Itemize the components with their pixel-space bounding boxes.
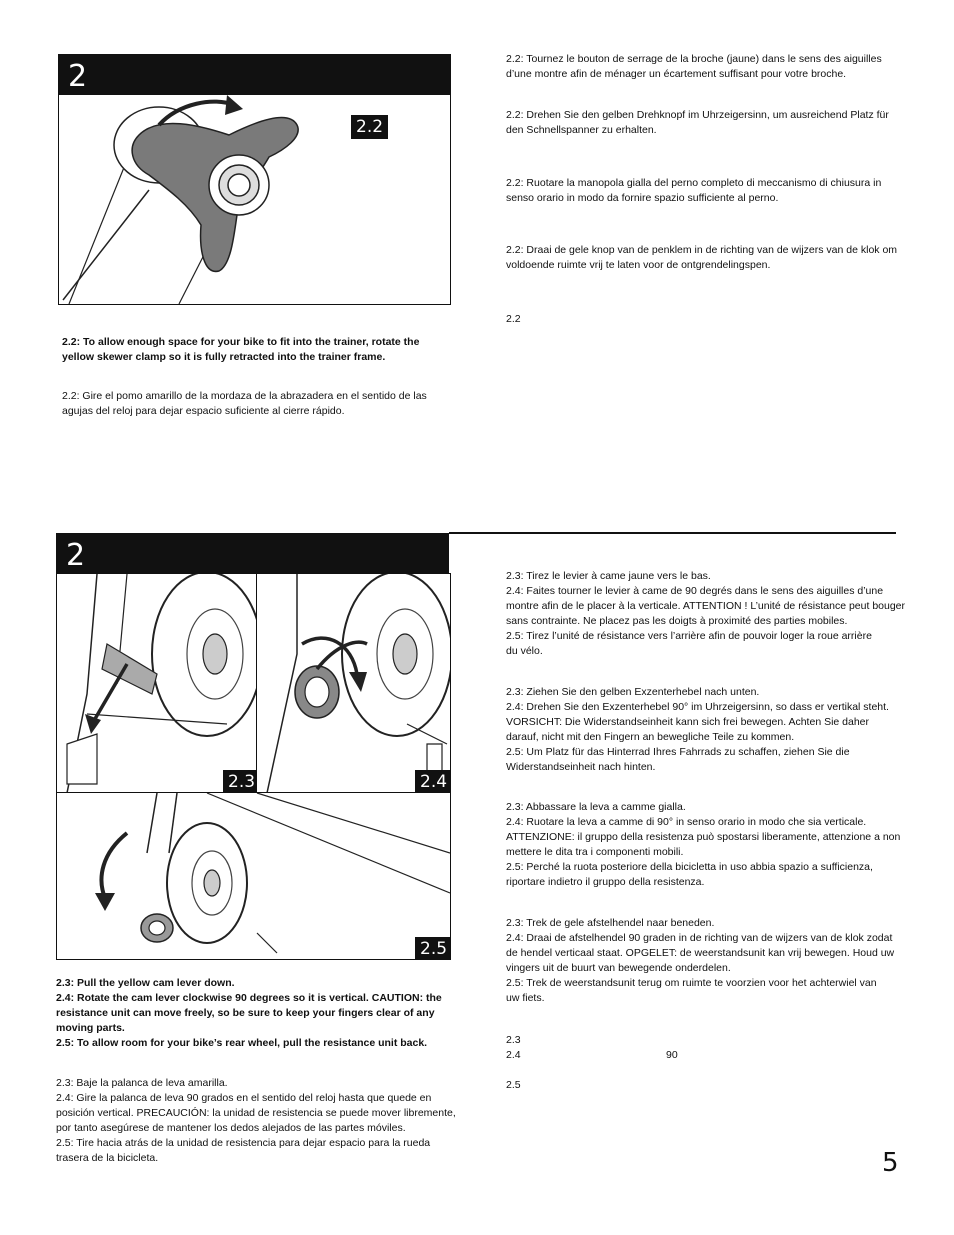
figure-tag-2-5: 2.5	[415, 937, 451, 960]
figure-2-2	[58, 94, 451, 305]
instructions-fr-2-2	[506, 52, 906, 82]
text-line: trasera de la bicicleta.	[56, 1152, 159, 1164]
text-line: sans contrainte. Ne placez pas les doigts à proximité des parties mobiles.	[506, 615, 848, 627]
text-line: moving parts.	[56, 1022, 125, 1034]
text-line: 2.5: Trek de weerstandsunit terug om ruimte te voorzien voor het achterwiel van	[506, 977, 877, 989]
instructions-extra-2-3: 2.3 2.4 90 2.5	[506, 1034, 678, 1091]
page-number: 5	[882, 1148, 899, 1178]
text-line: 2.4: Draai de afstelhendel 90 graden in de richting van de wijzers van de klok zodat	[506, 932, 893, 944]
text-line: 2.2: Gire el pomo amarillo de la mordaza de la abrazadera en el sentido de las	[62, 390, 427, 402]
text-line: 2.5: Tirez l’unité de résistance vers l’arrière afin de pouvoir loger la roue arrière	[506, 630, 872, 642]
text-line: riportare indietro il gruppo della resistenza.	[506, 876, 705, 888]
text-line: 2.2: Draai de gele knop van de penklem in de richting van de wijzers van de klok om	[506, 244, 898, 256]
text-line: 2.3: Ziehen Sie den gelben Exzenterhebel nach unten.	[506, 686, 760, 698]
text-line: 2.3: Baje la palanca de leva amarilla.	[56, 1077, 228, 1089]
instructions-es-2-2	[62, 389, 447, 419]
text-line: resistance unit can move freely, so be sure to keep your fingers clear of any	[56, 1007, 435, 1019]
text-line: yellow skewer clamp so it is fully retracted into the trainer frame.	[62, 351, 386, 363]
text-line: 2.3: Trek de gele afstelhendel naar beneden.	[506, 917, 715, 929]
text-line: den Schnellspanner zu erhalten.	[506, 124, 657, 136]
text-line: vingers uit de buurt van bewegende onderdelen.	[506, 962, 731, 974]
text-line: por tanto asegúrese de mantener los dedos alejados de las partes móviles.	[56, 1122, 406, 1134]
text-line: d’une montre afin de ménager un écartement suffisant pour votre broche.	[506, 68, 847, 80]
figure-2-5	[56, 792, 451, 960]
resistance-unit-back-illustration	[57, 793, 450, 959]
section-header-1	[58, 54, 451, 94]
text-line: montre afin de le placer à la verticale. ATTENTION ! L’unité de résistance peut bouger	[506, 600, 906, 612]
text-line: 2.2: Drehen Sie den gelben Drehknopf im Uhrzeigersinn, um ausreichend Platz für	[506, 109, 889, 121]
text-line: senso orario in modo da fornire spazio sufficiente al perno.	[506, 192, 779, 204]
instructions-en-2-2	[62, 335, 447, 365]
cam-lever-down-illustration	[57, 574, 256, 793]
text-line: 2.4: Gire la palanca de leva 90 grados en el sentido del reloj hasta que quede en	[56, 1092, 432, 1104]
figure-tag-2-3: 2.3	[223, 770, 257, 794]
text-line: 2.4: Rotate the cam lever clockwise 90 degrees so it is vertical. CAUTION: the	[56, 992, 442, 1004]
text-line: posición vertical. PRECAUCIÓN: la unidad de resistencia se puede mover libremente,	[56, 1107, 456, 1119]
text-line: 2.2: Ruotare la manopola gialla del perno completo di meccanismo di chiusura in	[506, 177, 882, 189]
text-line: 2.4: Ruotare la leva a camme di 90° in senso orario in modo che sia verticale.	[506, 816, 867, 828]
text-line: Widerstandseinheit nach hinten.	[506, 761, 656, 773]
section-header-2	[56, 533, 449, 573]
text-line: 2.5: To allow room for your bike’s rear wheel, pull the resistance unit back.	[56, 1037, 428, 1049]
text-line: du vélo.	[506, 645, 543, 657]
figure-tag-2-4: 2.4	[415, 770, 451, 794]
instructions-it-2-3	[506, 800, 906, 890]
figure-2-4	[256, 573, 451, 794]
text-line: mettere le dita tra i componenti mobili.	[506, 846, 684, 858]
text-line: 2.3: Abbassare la leva a camme gialla.	[506, 801, 686, 813]
instructions-nl-2-3	[506, 916, 906, 1006]
text-line: 2.3: Tirez le levier à came jaune vers le bas.	[506, 570, 711, 582]
instructions-nl-2-2	[506, 243, 906, 273]
instructions-es-2-3	[56, 1076, 456, 1166]
text-line: 2.5: Perché la ruota posteriore della bicicletta in uso abbia spazio a sufficienza,	[506, 861, 873, 873]
text-line: de hendel verticaal staat. OPGELET: de weerstandsunit kan vrij bewegen. Houd uw	[506, 947, 895, 959]
text-line: ATTENZIONE: il gruppo della resistenza può spostarsi liberamente, attenzione a non	[506, 831, 901, 843]
section-divider	[449, 532, 896, 534]
text-line: uw fiets.	[506, 992, 545, 1004]
instructions-fr-2-3	[506, 569, 906, 659]
skewer-clamp-illustration	[59, 95, 450, 304]
text-line: VORSICHT: Die Widerstandseinheit kann sich frei bewegen. Achten Sie daher	[506, 716, 870, 728]
text-line: 2.4: Faites tourner le levier à came de 90 degrés dans le sens des aiguilles d’une	[506, 585, 884, 597]
text-line: 2.3: Pull the yellow cam lever down.	[56, 977, 235, 989]
text-line: 2.5: Um Platz für das Hinterrad Ihres Fahrrads zu schaffen, ziehen Sie die	[506, 746, 850, 758]
instructions-extra-2-2: 2.2	[506, 313, 521, 325]
cam-lever-rotate-illustration	[257, 574, 450, 793]
instructions-de-2-3	[506, 685, 906, 775]
text-line: agujas del reloj para dejar espacio suficiente al cierre rápido.	[62, 405, 345, 417]
figure-tag-2-2: 2.2	[351, 115, 388, 139]
instructions-it-2-2	[506, 176, 906, 206]
instructions-de-2-2	[506, 108, 906, 138]
figure-2-3	[56, 573, 257, 794]
text-line: 2.4: Drehen Sie den Exzenterhebel 90° im Uhrzeigersinn, so dass er vertikal steht.	[506, 701, 889, 713]
text-line: 2.2: To allow enough space for your bike to fit into the trainer, rotate the	[62, 336, 420, 348]
instructions-en-2-3	[56, 976, 448, 1051]
section-number: 2	[68, 59, 88, 94]
section-number: 2	[66, 538, 86, 573]
text-line: 2.2: Tournez le bouton de serrage de la broche (jaune) dans le sens des aiguilles	[506, 53, 882, 65]
text-line: 2.5: Tire hacia atrás de la unidad de resistencia para dejar espacio para la rueda	[56, 1137, 431, 1149]
text-line: darauf, nicht mit den Fingern an bewegliche Teile zu kommen.	[506, 731, 795, 743]
text-line: voldoende ruimte vrij te laten voor de ontgrendelingspen.	[506, 259, 771, 271]
